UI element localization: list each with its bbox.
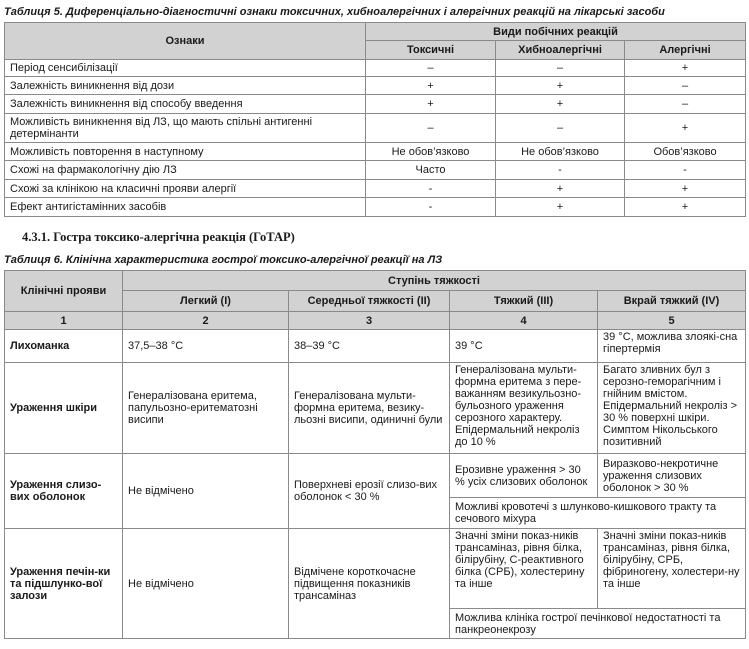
cell-moderate: Поверхневі ерозії слизо-вих оболонок < 30 % <box>289 454 450 529</box>
table-row <box>5 330 746 363</box>
table6-header-manifest: Клінічні прояви <box>5 271 123 312</box>
table-row <box>5 143 746 161</box>
table5 <box>4 22 746 217</box>
cell-toxic: - <box>366 198 496 217</box>
table5-header-allergic: Алергічні <box>625 41 746 60</box>
cell-mild: 37,5–38 °С <box>123 330 289 363</box>
row-label: Залежність виникнення від способу введення <box>5 95 366 114</box>
table6-caption: Таблиця 6. Клінічна характеристика гострої токсико-алергічної реакції на ЛЗ <box>4 254 443 266</box>
cell-allergic: + <box>625 180 746 198</box>
cell-extreme: Значні зміни показ-ників трансаміназ, рівня білка, білірубіну, СРБ, фібриногену, холестери-ну та інше <box>598 529 746 609</box>
column-number: 2 <box>123 312 289 330</box>
cell-allergic: + <box>625 60 746 77</box>
cell-toxic: + <box>366 95 496 114</box>
table-row <box>5 363 746 454</box>
table6-header-moderate: Середньої тяжкості (ІІ) <box>289 291 450 312</box>
cell-pseudo: Не обов’язково <box>496 143 625 161</box>
table6-header-extreme: Вкрай тяжкий (IV) <box>598 291 746 312</box>
cell-extreme: Виразково-некротичне ураження слизових оболонок > 30 % <box>598 454 746 498</box>
cell-pseudo: – <box>496 60 625 77</box>
cell-severe: Ерозивне ураження > 30 % усіх слизових оболонок <box>450 454 598 498</box>
column-number: 1 <box>5 312 123 330</box>
cell-toxic: Часто <box>366 161 496 180</box>
table-row <box>5 454 746 498</box>
table5-caption: Таблиця 5. Диференціально-діагностичні ознаки токсичних, хибноалергічних і алергічних реакцій на лікарські засоби <box>4 6 665 18</box>
cell-toxic: Не обов’язково <box>366 143 496 161</box>
table-row <box>5 114 746 143</box>
cell-extreme: Багато зливних бул з серозно-геморагічним і гнійним вмістом. Епідермальний некроліз > 30 % поверхні шкіри. Симптом Нікольського позитивний <box>598 363 746 454</box>
table-row <box>5 161 746 180</box>
table6-header-mild: Легкий (І) <box>123 291 289 312</box>
table-row <box>5 60 746 77</box>
cell-pseudo: + <box>496 180 625 198</box>
row-label: Період сенсибілізації <box>5 60 366 77</box>
section-heading: 4.3.1. Гостра токсико-алергічна реакція (ГоТАР) <box>22 230 295 244</box>
table5-header-pseudo: Хибноалергічні <box>496 41 625 60</box>
cell-extreme: 39 °С, можлива злоякі-сна гіпертермія <box>598 330 746 363</box>
cell-mild: Не відмічено <box>123 454 289 529</box>
row-label: Залежність виникнення від дози <box>5 77 366 95</box>
cell-pseudo: - <box>496 161 625 180</box>
cell-pseudo: – <box>496 114 625 143</box>
cell-pseudo: + <box>496 95 625 114</box>
cell-toxic: - <box>366 180 496 198</box>
cell-severe: Генералізована мульти-формна еритема з пере-важанням везикульозно-бульозного ураження серозного характеру. Епідермальний некроліз до 10 % <box>450 363 598 454</box>
cell-moderate: Відмічене короткочасне підвищення показників трансаміназ <box>289 529 450 639</box>
cell-mild: Генералізована еритема, папульозно-еритематозні висипи <box>123 363 289 454</box>
table-row <box>5 198 746 217</box>
column-number: 5 <box>598 312 746 330</box>
row-label: Можливість виникнення від ЛЗ, що мають спільні антигенні детермінанти <box>5 114 366 143</box>
row-label: Схожі за клінікою на класичні прояви алергії <box>5 180 366 198</box>
cell-merged: Можливі кровотечі з шлунково-кишкового тракту та сечового міхура <box>450 498 746 529</box>
table-row <box>5 77 746 95</box>
cell-toxic: – <box>366 60 496 77</box>
cell-severe: 39 °С <box>450 330 598 363</box>
cell-pseudo: + <box>496 198 625 217</box>
row-label-skin: Ураження шкіри <box>5 363 123 454</box>
table-row <box>5 180 746 198</box>
table6-header-group: Ступінь тяжкості <box>123 271 746 291</box>
cell-toxic: + <box>366 77 496 95</box>
table-row <box>5 529 746 609</box>
cell-mild: Не відмічено <box>123 529 289 639</box>
row-label: Схожі на фармакологічну дію ЛЗ <box>5 161 366 180</box>
cell-merged: Можлива клініка гострої печінкової недостатності та панкреонекрозу <box>450 609 746 639</box>
row-label-mucosa: Ураження слизо-вих оболонок <box>5 454 123 529</box>
table5-header-sign: Ознаки <box>5 23 366 60</box>
cell-moderate: 38–39 °С <box>289 330 450 363</box>
cell-allergic: - <box>625 161 746 180</box>
cell-toxic: – <box>366 114 496 143</box>
column-number: 3 <box>289 312 450 330</box>
cell-pseudo: + <box>496 77 625 95</box>
cell-allergic: + <box>625 114 746 143</box>
row-label-fever: Лихоманка <box>5 330 123 363</box>
row-label: Ефект антигістамінних засобів <box>5 198 366 217</box>
column-number: 4 <box>450 312 598 330</box>
table6 <box>4 270 746 639</box>
cell-moderate: Генералізована мульти-формна еритема, везику-льозні висипи, одиничні були <box>289 363 450 454</box>
table6-header-severe: Тяжкий (ІІІ) <box>450 291 598 312</box>
row-label-liver: Ураження печін-ки та підшлунко-вої залози <box>5 529 123 639</box>
table5-header-group: Види побічних реакцій <box>366 23 746 41</box>
row-label: Можливість повторення в наступному <box>5 143 366 161</box>
cell-allergic: – <box>625 95 746 114</box>
cell-severe: Значні зміни показ-ників трансаміназ, рівня білка, білірубіну, С-реактивного білка (СРБ), холестерину та інше <box>450 529 598 609</box>
table-row <box>5 95 746 114</box>
table5-header-toxic: Токсичні <box>366 41 496 60</box>
cell-allergic: Обов’язково <box>625 143 746 161</box>
cell-allergic: + <box>625 198 746 217</box>
cell-allergic: – <box>625 77 746 95</box>
